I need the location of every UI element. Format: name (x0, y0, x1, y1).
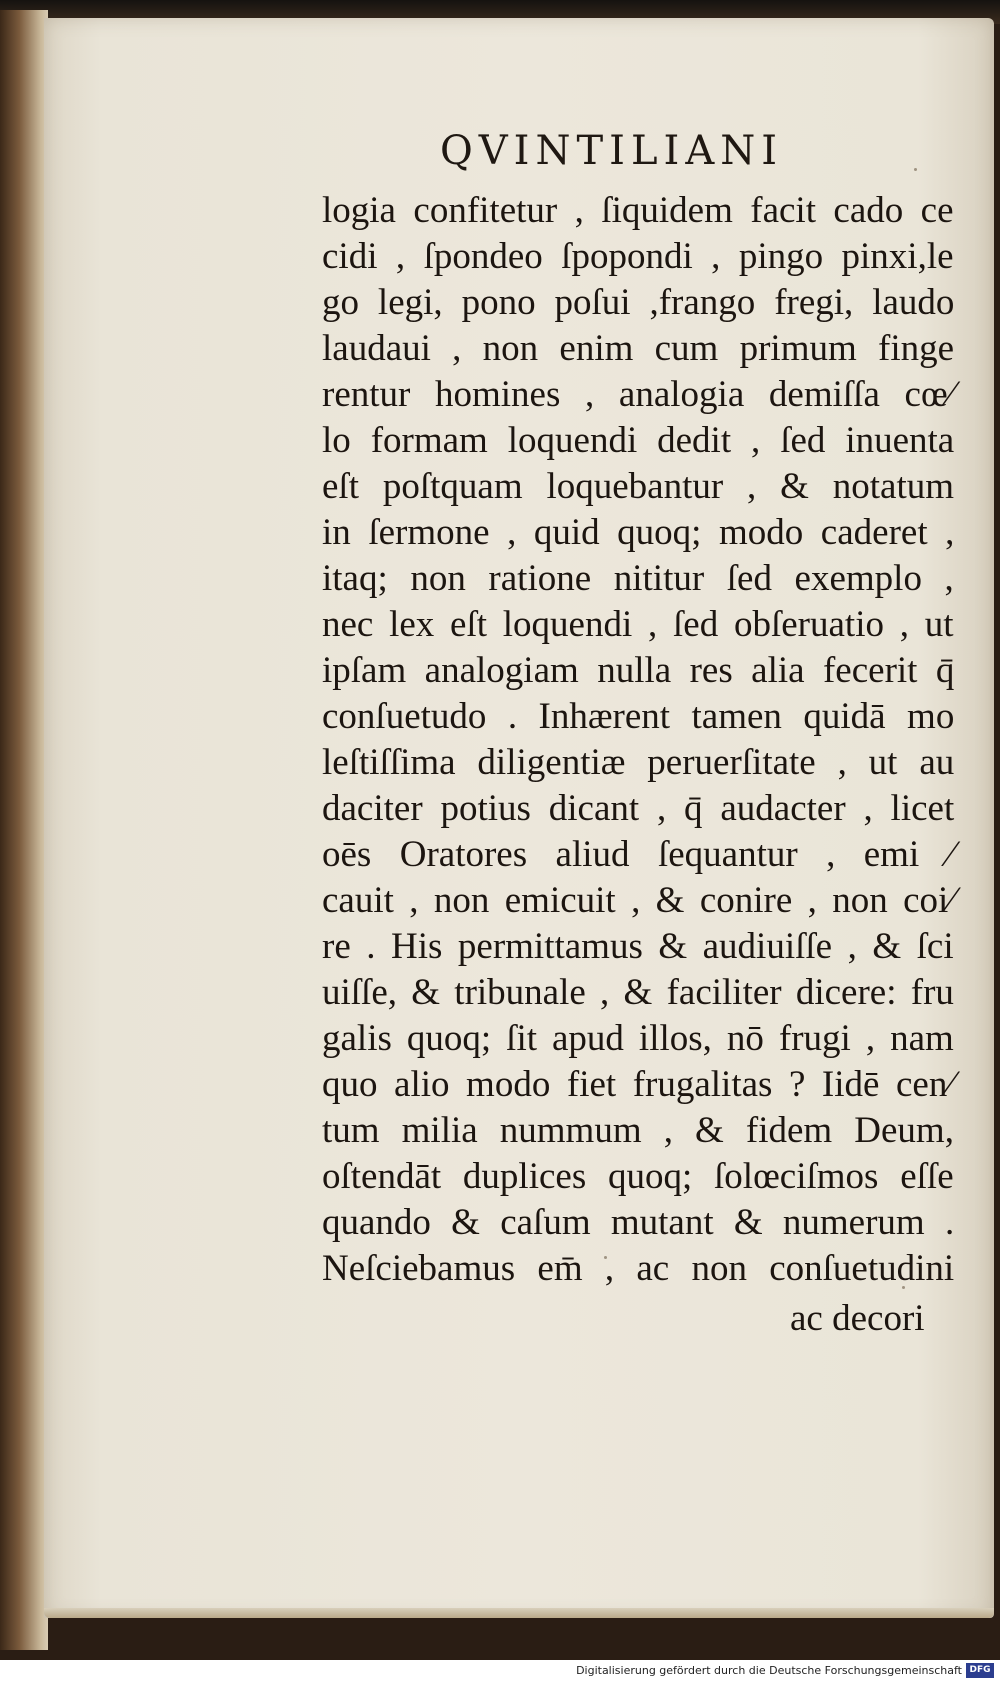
digitization-footer (0, 1660, 1000, 1684)
page-bottom-edge (44, 1608, 994, 1618)
catchword: ac decori (790, 1298, 925, 1339)
text-line: cidi , ſpondeo ſpopondi , pingo pinxi,le (322, 236, 954, 277)
text-line: eſt poſtquam loquebantur , & notatum (322, 466, 955, 507)
text-line: oēs Oratores aliud ſequantur , emi ⁄ (322, 834, 954, 875)
text-line: uiſſe, & tribunale , & faciliter dicere: fru (322, 972, 954, 1013)
text-line: galis quoq; ſit apud illos, nō frugi , nam (322, 1018, 954, 1059)
text-line: go legi, pono poſui ,frango fregi, laudo (322, 282, 955, 323)
text-line: conſuetudo . Inhærent tamen quidā mo (322, 696, 955, 737)
paper-speck (914, 168, 917, 171)
text-line: cauit , non emicuit , & conire , non coi⁄ (322, 880, 955, 921)
text-line: nec lex eſt loquendi , ſed obſeruatio , ut (322, 604, 954, 645)
running-head: QVINTILIANI (440, 128, 784, 174)
text-line: quo alio modo fiet frugalitas ? Iidē cen⁄ (322, 1064, 954, 1105)
funding-credit: Digitalisierung gefördert durch die Deutsche Forschungsgemeinschaft (576, 1664, 962, 1677)
dfg-logo-icon: DFG (966, 1663, 994, 1678)
text-line: leſtiſſima diligentiæ peruerſitate , ut au (322, 742, 955, 783)
text-line: itaq; non ratione nititur ſed exemplo , (322, 558, 954, 599)
text-line: tum milia nummum , & fidem Deum, (322, 1110, 954, 1151)
text-line: re . His permittamus & audiuiſſe , & ſci (322, 926, 954, 967)
text-line: daciter potius dicant , q̄ audacter , licet (322, 788, 955, 829)
text-line: ipſam analogiam nulla res alia fecerit q̄ (322, 650, 955, 691)
text-line: laudaui , non enim cum primum finge (322, 328, 955, 369)
body-text (322, 188, 954, 1292)
text-line: logia confitetur , ſiquidem facit cado ce (322, 190, 954, 231)
text-line: lo formam loquendi dedit , ſed inuenta (322, 420, 955, 461)
text-line: in ſermone , quid quoq; modo caderet , (322, 512, 955, 553)
text-line: Neſciebamus em̄ , ac non conſuetudini (322, 1248, 955, 1289)
text-line: quando & caſum mutant & numerum . (322, 1202, 955, 1243)
text-line: oſtendāt duplices quoq; ſolœciſmos eſſe (322, 1156, 954, 1197)
text-line: rentur homines , analogia demiſſa cœ⁄ (322, 374, 954, 415)
book-binding-edge (0, 10, 48, 1650)
